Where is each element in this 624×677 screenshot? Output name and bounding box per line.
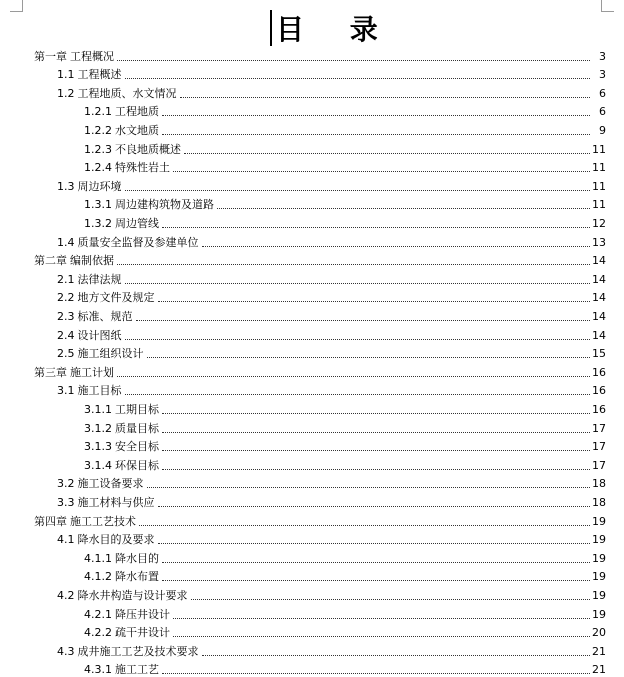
toc-entry-label	[34, 366, 115, 380]
toc-entry-number: 1.2.3	[84, 142, 112, 156]
toc-entry-number: 2.1	[57, 272, 75, 286]
toc-entry-number: 3.1.2	[84, 421, 112, 435]
toc-entry-page-number: 19	[592, 551, 606, 565]
toc-entry-label	[57, 291, 156, 305]
toc-entry-label	[84, 143, 182, 157]
toc-entry[interactable]	[57, 231, 606, 250]
dot-leader	[184, 152, 590, 154]
text-cursor	[270, 10, 272, 46]
toc-entry-number: 3.1	[57, 384, 75, 398]
dot-leader	[180, 96, 591, 98]
toc-entry-label	[84, 161, 171, 175]
toc-entry-title: 工程概述	[77, 68, 122, 82]
toc-entry-label	[84, 105, 160, 119]
dot-leader	[191, 598, 591, 600]
toc-entry[interactable]	[84, 622, 606, 641]
toc-entry-title: 工程概况	[70, 49, 114, 63]
toc-entry-label	[84, 459, 160, 473]
toc-entry-number: 4.1	[57, 533, 75, 547]
toc-entry[interactable]	[57, 491, 606, 510]
toc-entry-title: 周边管线	[115, 216, 159, 230]
toc-entry-number: 第四章	[34, 514, 67, 528]
toc-entry-page-number: 19	[592, 607, 606, 621]
toc-entry-label	[84, 440, 160, 454]
toc-entry-title: 地方文件及规定	[77, 291, 155, 305]
toc-entry-page-number: 11	[592, 142, 606, 156]
toc-entry-page-number: 6	[599, 105, 606, 119]
toc-entry-label	[34, 254, 115, 268]
toc-entry-number: 第三章	[34, 365, 67, 379]
toc-entry-number: 1.2	[57, 86, 75, 100]
toc-entry-title: 降压井设计	[115, 607, 170, 621]
toc-entry-number: 1.3.1	[84, 198, 112, 212]
toc-entry-title: 周边建构筑物及道路	[115, 198, 214, 212]
dot-leader	[202, 245, 591, 247]
toc-entry-title: 降水井构造与设计要求	[77, 588, 188, 602]
toc-entry-number: 4.3	[57, 644, 75, 658]
dot-leader	[162, 579, 590, 581]
toc-entry[interactable]	[57, 473, 606, 492]
toc-entry-page-number: 19	[592, 533, 606, 547]
toc-entry-label	[57, 533, 156, 547]
toc-entry-title: 施工计划	[70, 365, 114, 379]
toc-entry-label	[84, 570, 160, 584]
dot-leader	[217, 207, 590, 209]
toc-entry-label	[57, 645, 200, 659]
toc-entry-label	[57, 347, 145, 361]
toc-entry-page-number: 14	[592, 328, 606, 342]
toc-entry-label	[84, 124, 160, 138]
toc-entry-title: 施工材料与供应	[77, 495, 155, 509]
dot-leader	[162, 226, 590, 228]
toc-entry-number: 1.3	[57, 179, 75, 193]
toc-entry-label	[57, 180, 123, 194]
toc-entry-page-number: 13	[592, 235, 606, 249]
dot-leader	[162, 561, 590, 563]
toc-entry-title: 环保目标	[115, 458, 159, 472]
dot-leader	[117, 263, 590, 265]
toc-entry[interactable]	[34, 510, 606, 529]
toc-entry[interactable]	[57, 175, 606, 194]
dot-leader	[158, 505, 591, 507]
toc-entry-number: 4.2.2	[84, 626, 112, 640]
toc-entry-page-number: 11	[592, 198, 606, 212]
toc-entry[interactable]	[57, 380, 606, 399]
toc-entry-title: 疏干井设计	[115, 626, 170, 640]
dot-leader	[147, 486, 591, 488]
toc-entry-label	[57, 384, 123, 398]
toc-entry-page-number: 11	[592, 161, 606, 175]
toc-entry-number: 3.2	[57, 477, 75, 491]
toc-entry-title: 水文地质	[115, 123, 159, 137]
toc-entry-label	[84, 217, 160, 231]
toc-entry-number: 1.1	[57, 68, 75, 82]
page-title: 目 录	[276, 13, 396, 46]
toc-entry-label	[57, 68, 123, 82]
toc-entry-label	[34, 515, 137, 529]
toc-entry-page-number: 19	[592, 570, 606, 584]
toc-entry-number: 4.2	[57, 588, 75, 602]
toc-entry-title: 质量目标	[115, 421, 159, 435]
toc-entry-number: 4.3.1	[84, 663, 112, 677]
toc-entry[interactable]	[57, 268, 606, 287]
toc-entry-number: 1.2.2	[84, 123, 112, 137]
toc-entry-title: 施工目标	[77, 384, 122, 398]
toc-entry-number: 第一章	[34, 49, 67, 63]
toc-entry-title: 施工组织设计	[77, 347, 144, 361]
dot-leader	[162, 133, 590, 135]
toc-entry-label	[57, 87, 178, 101]
dot-leader	[158, 300, 591, 302]
toc-entry-page-number: 3	[599, 49, 606, 63]
toc-entry-page-number: 18	[592, 495, 606, 509]
toc-entry[interactable]	[34, 361, 606, 380]
toc-entry-title: 降水目的	[115, 551, 159, 565]
toc-entry-label	[57, 310, 134, 324]
toc-entry-title: 降水布置	[115, 570, 159, 584]
toc-entry-page-number: 17	[592, 440, 606, 454]
toc-entry-title: 安全目标	[115, 440, 159, 454]
toc-entry-title: 工程地质	[115, 105, 159, 119]
toc-entry[interactable]	[84, 194, 606, 213]
toc-entry-title: 施工工艺技术	[70, 514, 136, 528]
toc-entry-label	[57, 329, 123, 343]
toc-entry-title: 不良地质概述	[115, 142, 181, 156]
toc-entry-title: 施工工艺	[115, 663, 159, 677]
toc-entry[interactable]	[84, 119, 606, 138]
toc-entry-page-number: 14	[592, 254, 606, 268]
toc-entry-label	[84, 608, 171, 622]
toc-entry-page-number: 19	[592, 588, 606, 602]
toc-entry[interactable]	[34, 45, 606, 64]
dot-leader	[139, 524, 590, 526]
toc-entry-title: 标准、规范	[77, 309, 133, 323]
toc-entry-label	[84, 422, 160, 436]
dot-leader	[162, 114, 590, 116]
toc-entry-label	[84, 198, 215, 212]
dot-leader	[117, 375, 590, 377]
toc-entry-title: 工期目标	[115, 402, 159, 416]
toc-entry-number: 1.3.2	[84, 216, 112, 230]
toc-entry-label	[57, 236, 200, 250]
toc-entry-label	[84, 626, 171, 640]
toc-entry-page-number: 20	[592, 626, 606, 640]
toc-entry[interactable]	[34, 250, 606, 269]
toc-entry-page-number: 16	[592, 365, 606, 379]
toc-entry[interactable]	[57, 82, 606, 101]
toc-entry-label	[84, 552, 160, 566]
toc-entry-title: 特殊性岩土	[115, 161, 170, 175]
toc-entry[interactable]	[57, 305, 606, 324]
toc-entry-title: 设计图纸	[77, 328, 122, 342]
toc-entry-number: 4.1.1	[84, 551, 112, 565]
toc-entry[interactable]	[84, 566, 606, 585]
toc-entry[interactable]	[84, 454, 606, 473]
toc-entry-number: 3.1.3	[84, 440, 112, 454]
toc-entry-title: 成井施工工艺及技术要求	[77, 644, 199, 658]
toc-entry-page-number: 12	[592, 216, 606, 230]
toc-entry[interactable]	[84, 157, 606, 176]
toc-entry-number: 第二章	[34, 254, 67, 268]
toc-entry[interactable]	[57, 640, 606, 659]
dot-leader	[117, 59, 590, 61]
toc-entry-page-number: 6	[599, 86, 606, 100]
toc-entry-page-number: 18	[592, 477, 606, 491]
toc-entry-number: 3.1.1	[84, 402, 112, 416]
dot-leader	[158, 542, 591, 544]
toc-entry[interactable]	[57, 324, 606, 343]
toc-entry-label	[84, 403, 160, 417]
toc-entry-label	[57, 477, 145, 491]
toc-entry-page-number: 16	[592, 384, 606, 398]
toc-entry-title: 降水目的及要求	[77, 533, 155, 547]
toc-entry[interactable]	[84, 659, 606, 677]
toc-entry[interactable]	[84, 398, 606, 417]
toc-entry-page-number: 3	[599, 68, 606, 82]
toc-entry-number: 2.4	[57, 328, 75, 342]
dot-leader	[125, 189, 591, 191]
toc-entry-title: 工程地质、水文情况	[77, 86, 177, 100]
dot-leader	[162, 468, 590, 470]
toc-entry-page-number: 19	[592, 514, 606, 528]
toc-entry-number: 2.2	[57, 291, 75, 305]
toc-entry-label	[84, 663, 160, 677]
toc-entry-number: 1.2.4	[84, 161, 112, 175]
title-area	[0, 6, 624, 46]
toc-entry-page-number: 17	[592, 458, 606, 472]
toc-entry[interactable]	[57, 529, 606, 548]
toc-entry-page-number: 14	[592, 272, 606, 286]
toc-entry[interactable]	[84, 417, 606, 436]
toc-entry-number: 2.3	[57, 309, 75, 323]
toc-entry-label	[57, 496, 156, 510]
toc-entry-number: 1.4	[57, 235, 75, 249]
toc-entry-page-number: 14	[592, 291, 606, 305]
toc-entry-number: 4.1.2	[84, 570, 112, 584]
toc-entry-number: 3.3	[57, 495, 75, 509]
toc-entry-number: 1.2.1	[84, 105, 112, 119]
toc-entry-number: 2.5	[57, 347, 75, 361]
dot-leader	[125, 393, 591, 395]
dot-leader	[125, 282, 591, 284]
dot-leader	[125, 77, 591, 79]
toc-entry[interactable]	[84, 138, 606, 157]
dot-leader	[173, 617, 590, 619]
toc-entry-label	[57, 273, 123, 287]
toc-entry-page-number: 15	[592, 347, 606, 361]
toc-entry-title: 法律法规	[77, 272, 122, 286]
toc-entry-title: 质量安全监督及参建单位	[77, 235, 199, 249]
toc-entry[interactable]	[57, 64, 606, 83]
dot-leader	[136, 319, 591, 321]
toc-entry[interactable]	[57, 584, 606, 603]
toc-entry-page-number: 11	[592, 179, 606, 193]
toc-entry[interactable]	[84, 101, 606, 120]
toc-entry[interactable]	[84, 212, 606, 231]
dot-leader	[173, 170, 590, 172]
toc-entry[interactable]	[84, 547, 606, 566]
toc-entry-page-number: 21	[592, 663, 606, 677]
dot-leader	[162, 431, 590, 433]
dot-leader	[147, 356, 591, 358]
toc-entry-title: 编制依据	[70, 254, 114, 268]
toc-entry-label	[34, 50, 115, 64]
toc-entry-title: 周边环境	[77, 179, 122, 193]
toc-entry-number: 3.1.4	[84, 458, 112, 472]
toc-entry-page-number: 9	[599, 123, 606, 137]
dot-leader	[162, 412, 590, 414]
toc-entry-page-number: 21	[592, 644, 606, 658]
toc-entry[interactable]	[57, 343, 606, 362]
dot-leader	[202, 654, 591, 656]
toc-entry-label	[57, 589, 189, 603]
toc-entry-title: 施工设备要求	[77, 477, 144, 491]
toc-entry-page-number: 14	[592, 309, 606, 323]
toc-entry[interactable]	[57, 287, 606, 306]
toc-entry[interactable]	[84, 603, 606, 622]
dot-leader	[173, 635, 590, 637]
dot-leader	[162, 449, 590, 451]
dot-leader	[162, 672, 590, 674]
toc-entry-page-number: 17	[592, 421, 606, 435]
dot-leader	[125, 338, 591, 340]
toc-entry[interactable]	[84, 436, 606, 455]
toc-entry-number: 4.2.1	[84, 607, 112, 621]
toc-entry-page-number: 16	[592, 402, 606, 416]
